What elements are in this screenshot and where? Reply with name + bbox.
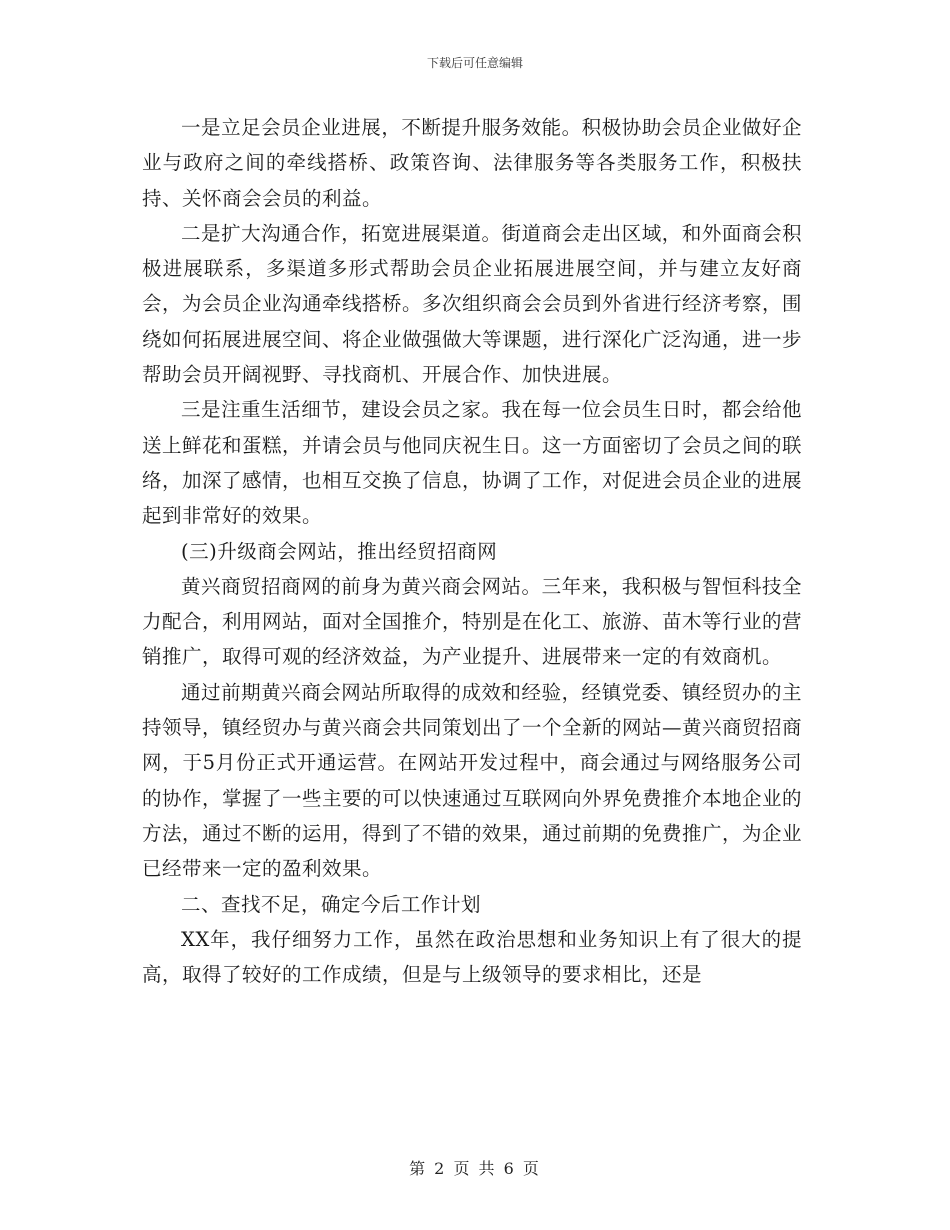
header-note: 下载后可任意编辑 bbox=[426, 56, 523, 70]
section-heading: 二、查找不足，确定今后工作计划 bbox=[181, 892, 482, 916]
paragraph: 一是立足会员企业进展，不断提升服务效能。积极协助会员企业做好企业与政府之间的牵线搭桥、政策咨询、法律服务等各类服务工作，积极扶持、关怀商会会员的利益。 bbox=[142, 116, 802, 210]
paragraph: 三是注重生活细节，建设会员之家。我在每一位会员生日时，都会给他送上鲜花和蛋糕，并请会员与他同庆祝生日。这一方面密切了会员之间的联络，加深了感情，也相互交换了信息，协调了工作，对促进会员企业的进展起到非常好的效果。 bbox=[142, 398, 803, 528]
paragraph: 黄兴商贸招商网的前身为黄兴商会网站。三年来，我积极与智恒科技全力配合，利用网站，面对全国推介，特别是在化工、旅游、苗木等行业的营销推广，取得可观的经济效益，为产业提升、进展带来一定的有效商机。 bbox=[142, 574, 803, 669]
document-body bbox=[142, 110, 802, 992]
paragraph: 二是扩大沟通合作，拓宽进展渠道。街道商会走出区域，和外面商会积极进展联系，多渠道多形式帮助会员企业拓展进展空间，并与建立友好商会，为会员企业沟通牵线搭桥。多次组织商会会员到外省进行经济考察，围绕如何拓展进展空间、将企业做强做大等课题，进行深化广泛沟通，进一步帮助会员开阔视野、寻找商机、开展合作、加快进展。 bbox=[142, 221, 803, 387]
section-heading: (三)升级商会网站，推出经贸招商网 bbox=[181, 539, 498, 563]
page-number-footer: 第 2 页 共 6 页 bbox=[409, 1159, 541, 1178]
paragraph: 通过前期黄兴商会网站所取得的成效和经验，经镇党委、镇经贸办的主持领导，镇经贸办与黄兴商会共同策划出了一个全新的网站—黄兴商贸招商网，于5月份正式开通运营。在网站开发过程中，商会通过与网络服务公司的协作，掌握了一些主要的可以快速通过互联网向外界免费推介本地企业的方法，通过不断的运用，得到了不错的效果，通过前期的免费推广，为企业已经带来一定的盈利效果。 bbox=[142, 680, 803, 881]
paragraph: XX年，我仔细努力工作，虽然在政治思想和业务知识上有了很大的提高，取得了较好的工作成绩，但是与上级领导的要求相比，还是 bbox=[142, 927, 802, 987]
